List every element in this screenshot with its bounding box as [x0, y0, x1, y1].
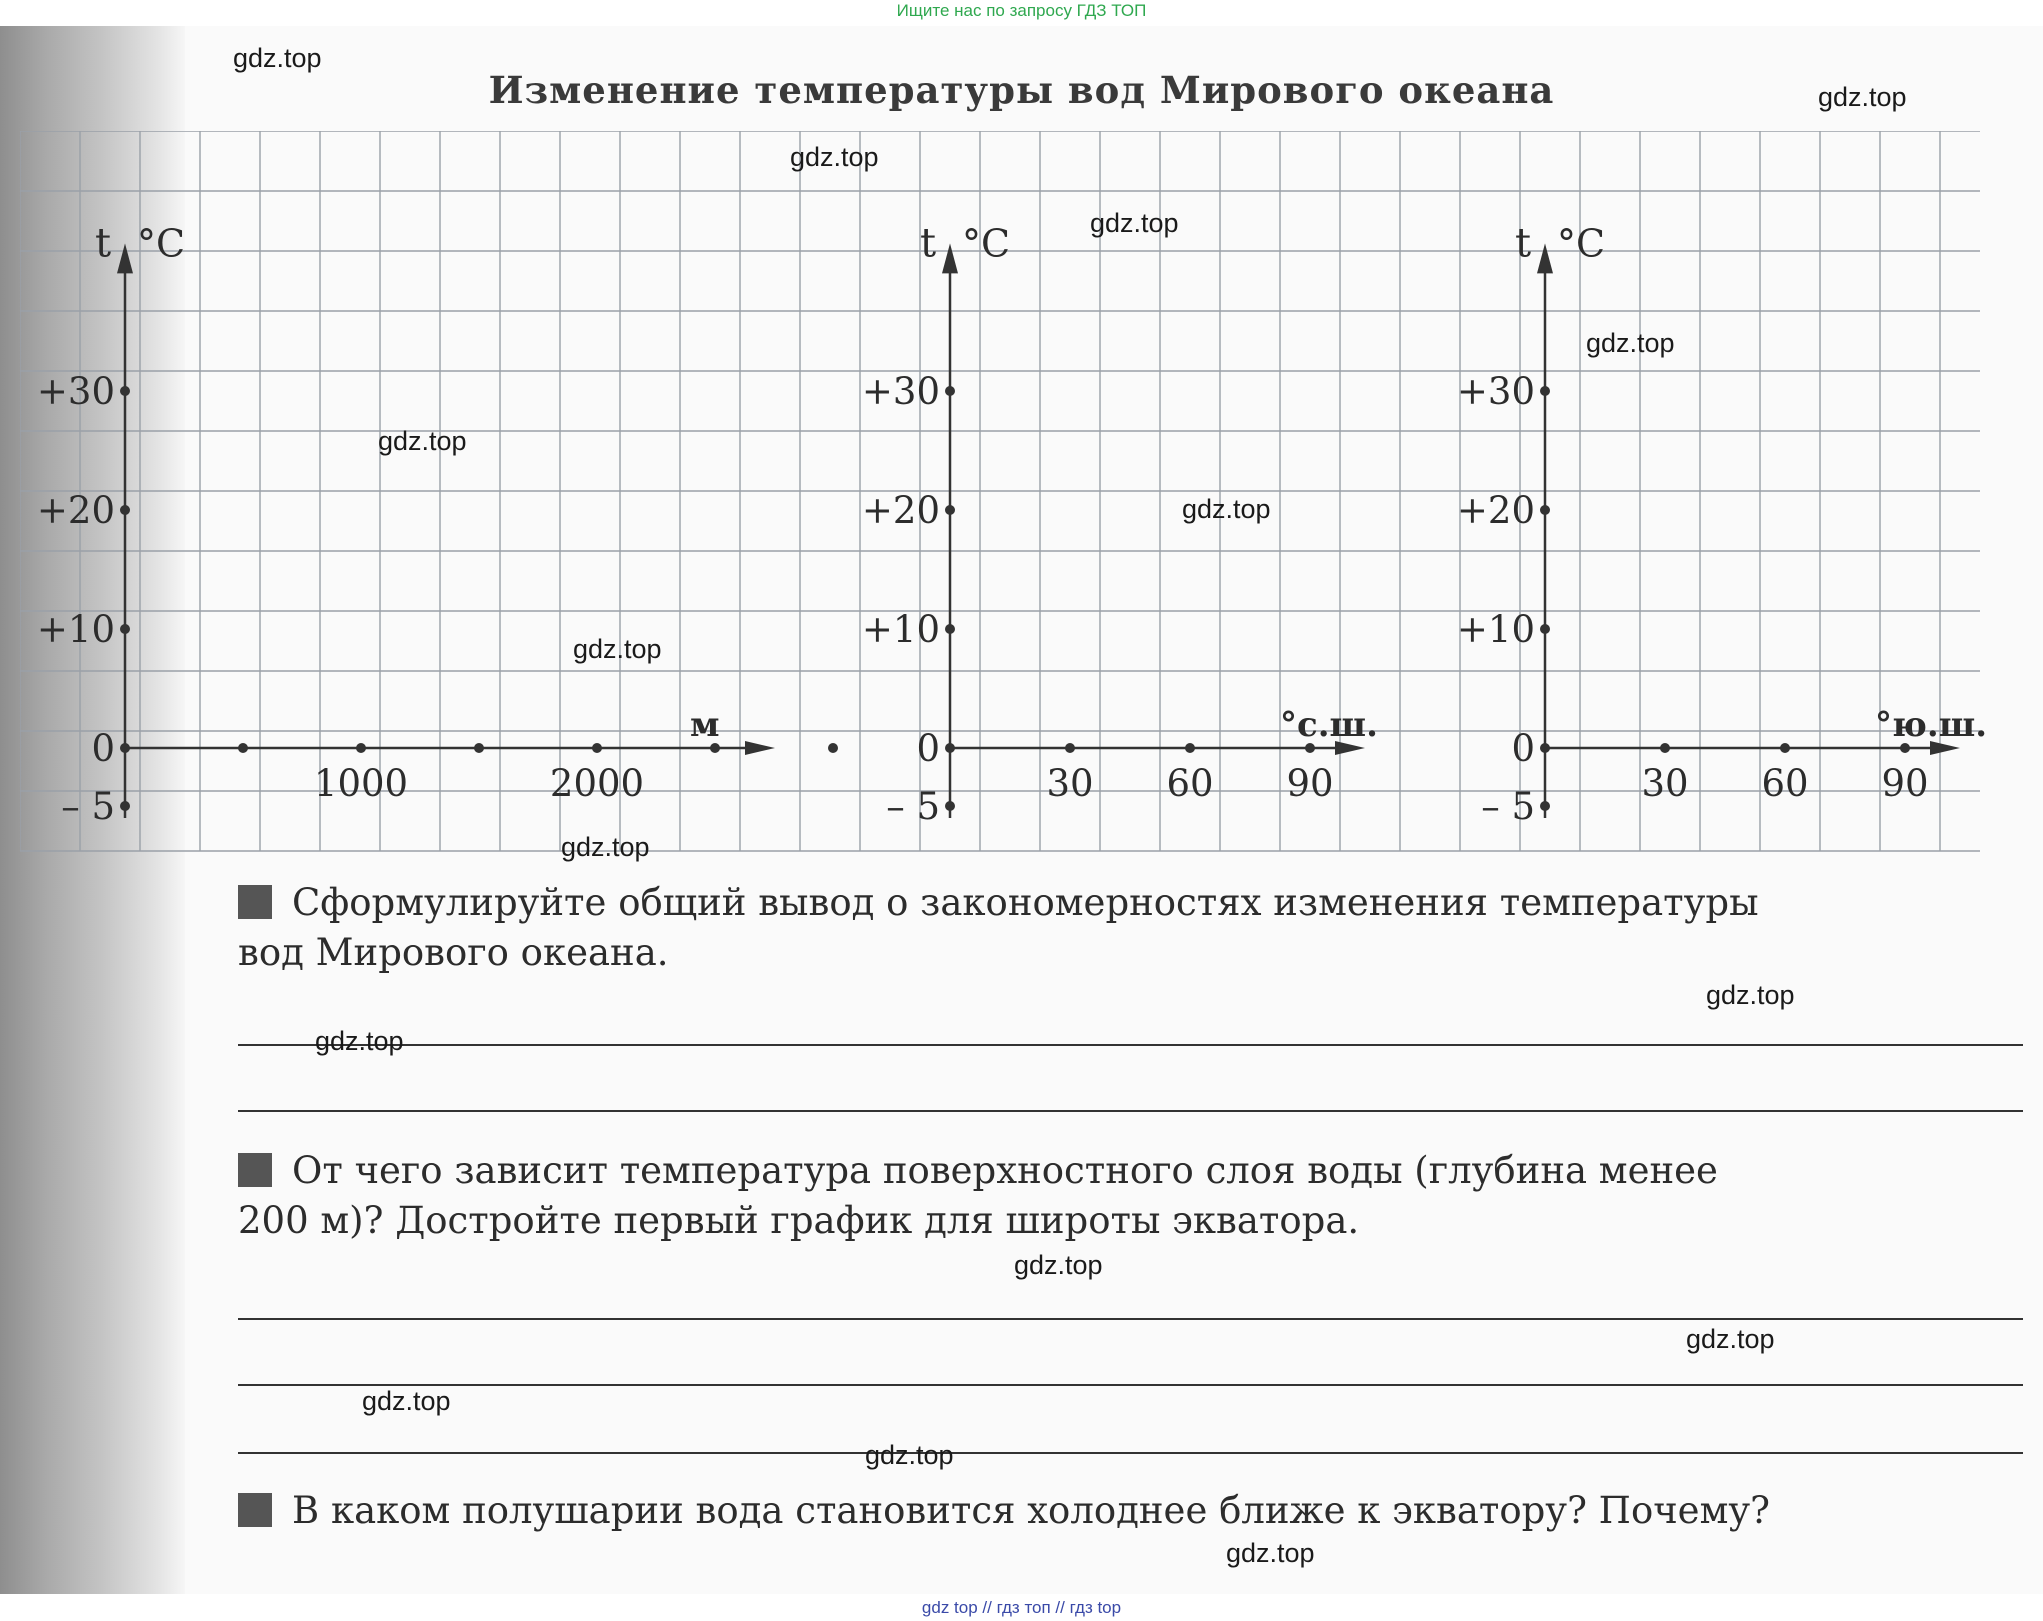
y-tick-label: 0: [1511, 727, 1535, 770]
task-2: [238, 1146, 1718, 1246]
x-tick-label: 90: [1881, 762, 1929, 805]
task-1-line-1: Сформулируйте общий вывод о закономерностях изменения температуры: [292, 881, 1759, 924]
watermark[interactable]: gdz.top: [1586, 328, 1675, 358]
task-3: [238, 1486, 1770, 1536]
y-tick-mark: [120, 801, 130, 811]
y-tick-mark: [1540, 801, 1550, 811]
y-tick-label: +10: [36, 608, 115, 651]
x-axis-label: °с.ш.: [1280, 705, 1378, 745]
task-bullet-icon: [238, 1153, 272, 1187]
x-tick-mark: [356, 743, 366, 753]
answer-line[interactable]: [238, 1044, 2023, 1046]
y-tick-label: – 5: [886, 785, 940, 828]
x-tick-mark: [592, 743, 602, 753]
y-tick-label: +30: [1456, 370, 1535, 413]
y-tick-mark: [120, 386, 130, 396]
x-tick-mark: [238, 743, 248, 753]
task-1: [238, 878, 1759, 978]
y-tick-mark: [1540, 386, 1550, 396]
x-axis-arrow-icon: [745, 741, 775, 755]
y-tick-label: +30: [36, 370, 115, 413]
y-tick-mark: [120, 743, 130, 753]
x-tick-mark: [1660, 743, 1670, 753]
y-tick-mark: [945, 743, 955, 753]
x-tick-mark: [1065, 743, 1075, 753]
y-tick-mark: [120, 505, 130, 515]
task-1-line-2: вод Мирового океана.: [238, 931, 669, 974]
y-tick-mark: [1540, 624, 1550, 634]
watermark[interactable]: gdz.top: [1706, 980, 1795, 1010]
task-2-line-2: 200 м)? Достройте первый график для широты экватора.: [238, 1199, 1360, 1242]
y-axis-unit: °C: [962, 221, 1011, 266]
answer-line[interactable]: [238, 1318, 2023, 1320]
watermark[interactable]: gdz.top: [1182, 494, 1271, 524]
y-tick-label: +10: [861, 608, 940, 651]
y-axis-label: t: [95, 220, 112, 267]
x-tick-label: 30: [1641, 762, 1689, 805]
watermark[interactable]: gdz.top: [865, 1440, 954, 1470]
y-tick-mark: [945, 624, 955, 634]
y-tick-label: +20: [36, 489, 115, 532]
x-tick-label: 1000: [313, 762, 409, 805]
task-bullet-icon: [238, 885, 272, 919]
watermark[interactable]: gdz.top: [362, 1386, 451, 1416]
x-tick-label: 30: [1046, 762, 1094, 805]
x-tick-label: 60: [1761, 762, 1809, 805]
watermark[interactable]: gdz.top: [1686, 1324, 1775, 1354]
watermark[interactable]: gdz.top: [1014, 1250, 1103, 1280]
y-tick-label: 0: [916, 727, 940, 770]
y-tick-label: – 5: [61, 785, 115, 828]
answer-line[interactable]: [238, 1384, 2023, 1386]
x-axis-label: °ю.ш.: [1875, 705, 1988, 745]
x-tick-mark: [1780, 743, 1790, 753]
watermark[interactable]: gdz.top: [315, 1026, 404, 1056]
y-tick-mark: [1540, 743, 1550, 753]
y-axis-label: t: [1515, 220, 1532, 267]
y-tick-label: +20: [861, 489, 940, 532]
y-tick-label: 0: [91, 727, 115, 770]
top-banner[interactable]: Ищите нас по запросу ГДЗ ТОП: [896, 1, 1147, 20]
x-tick-label: 60: [1166, 762, 1214, 805]
watermark[interactable]: gdz.top: [1090, 208, 1179, 238]
answer-line[interactable]: [238, 1452, 2023, 1454]
x-tick-mark: [474, 743, 484, 753]
task-2-line-1: От чего зависит температура поверхностного слоя воды (глубина менее: [292, 1149, 1718, 1192]
workbook-page: [0, 26, 2043, 1594]
watermark[interactable]: gdz.top: [1818, 82, 1907, 112]
y-axis-arrow-icon: [1537, 243, 1553, 273]
watermark[interactable]: gdz.top: [1226, 1538, 1315, 1568]
y-axis-unit: °C: [1557, 221, 1606, 266]
y-axis-arrow-icon: [117, 243, 133, 273]
y-tick-label: +10: [1456, 608, 1535, 651]
y-tick-mark: [120, 624, 130, 634]
y-tick-label: +30: [861, 370, 940, 413]
task-bullet-icon: [238, 1493, 272, 1527]
watermark[interactable]: gdz.top: [233, 43, 322, 73]
x-tick-label: 90: [1286, 762, 1334, 805]
watermark[interactable]: gdz.top: [573, 634, 662, 664]
page-title: Изменение температуры вод Мирового океана: [488, 68, 1555, 112]
watermark[interactable]: gdz.top: [378, 426, 467, 456]
y-axis-label: t: [920, 220, 937, 267]
task-3-line-1: В каком полушарии вода становится холоднее ближе к экватору? Почему?: [292, 1489, 1770, 1532]
watermark[interactable]: gdz.top: [790, 142, 879, 172]
y-tick-label: +20: [1456, 489, 1535, 532]
x-axis-label: м: [690, 705, 720, 745]
watermark[interactable]: gdz.top: [561, 832, 650, 862]
bottom-banner[interactable]: gdz top // гдз топ // гдз top: [921, 1598, 1122, 1617]
y-tick-mark: [945, 505, 955, 515]
x-tick-mark: [1185, 743, 1195, 753]
y-tick-mark: [945, 386, 955, 396]
y-axis-unit: °C: [137, 221, 186, 266]
y-tick-mark: [1540, 505, 1550, 515]
answer-line[interactable]: [238, 1110, 2023, 1112]
y-tick-mark: [945, 801, 955, 811]
x-tick-mark: [828, 743, 838, 753]
y-axis-arrow-icon: [942, 243, 958, 273]
y-tick-label: – 5: [1481, 785, 1535, 828]
graph-grid-area: [20, 131, 2020, 857]
x-tick-label: 2000: [549, 762, 645, 805]
